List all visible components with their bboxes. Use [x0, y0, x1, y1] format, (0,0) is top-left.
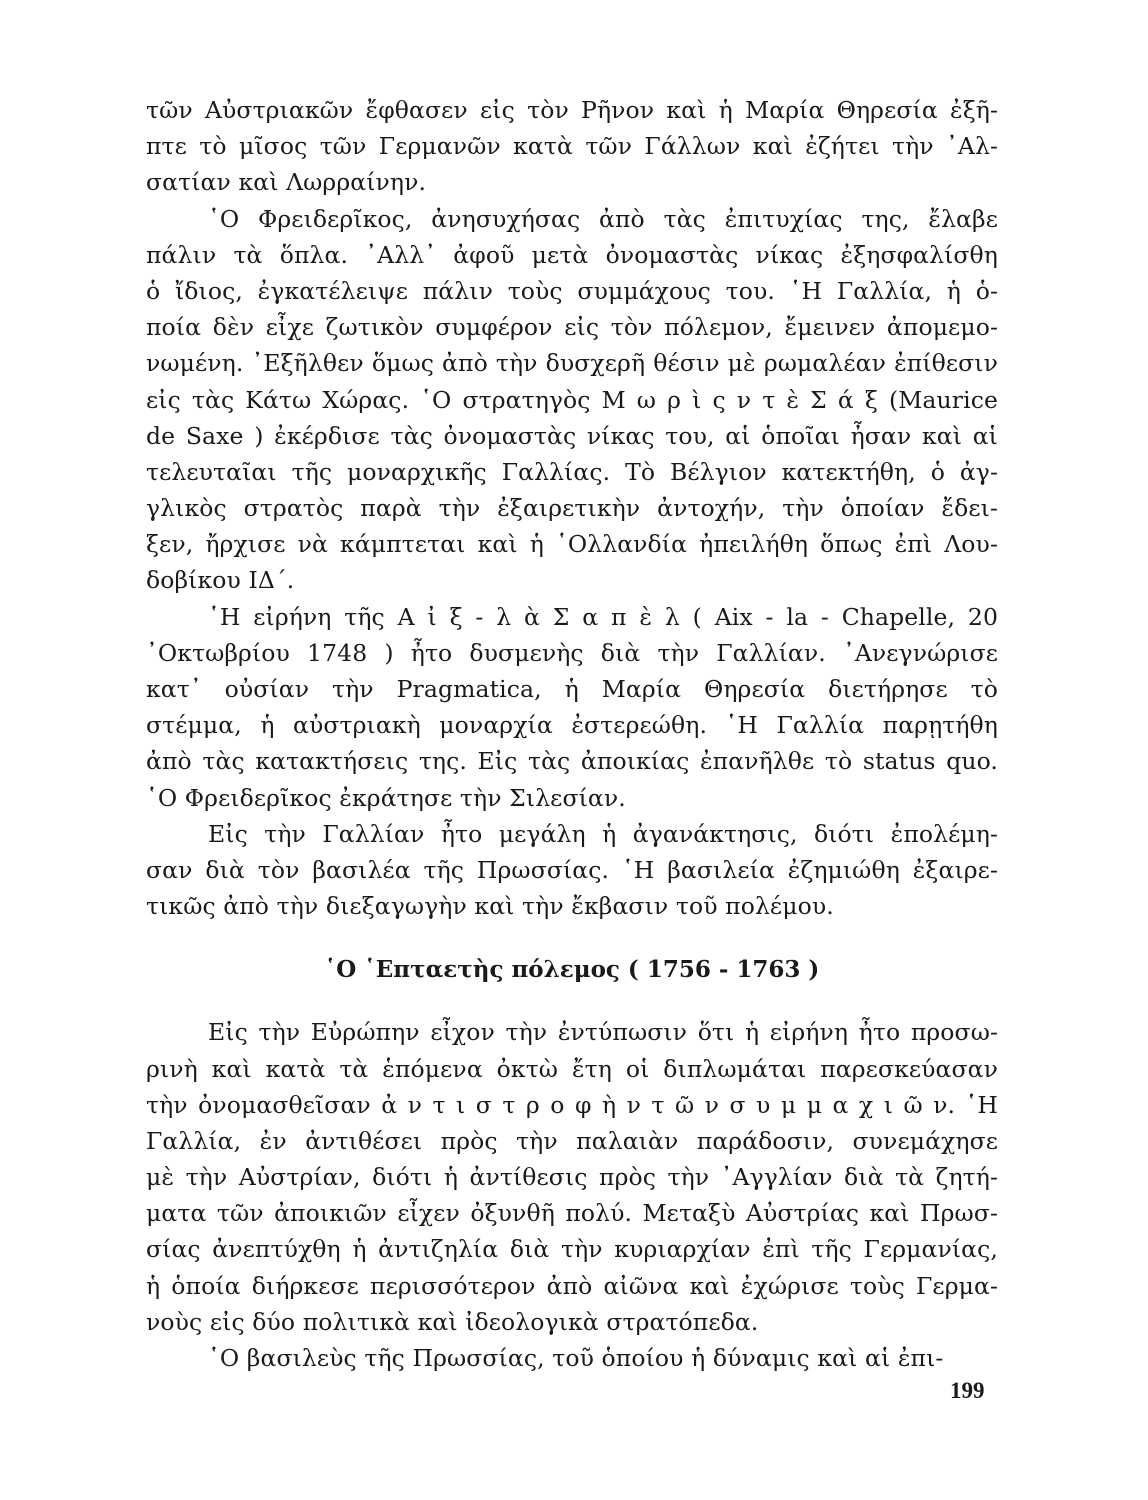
text-line: γλικὸς στρατὸς παρὰ τὴν ἐξαιρετικὴν ἀντοχήν, τὴν ὁποίαν ἔδει- — [146, 494, 998, 523]
text-line: de Saxe ) ἐκέρδισε τὰς ὀνομαστὰς νίκας του, αἱ ὁποῖαι ἦσαν καὶ αἱ — [146, 421, 998, 450]
paragraph — [146, 599, 998, 816]
paragraph — [146, 92, 998, 201]
text-line: σίας ἀνεπτύχθη ἡ ἀντιζηλία διὰ τὴν κυριαρχίαν ἐπὶ τῆς Γερμανίας, — [146, 1235, 998, 1264]
paragraph — [146, 1014, 998, 1340]
text-line: πάλιν τὰ ὅπλα. ᾿Αλλ᾿ ἀφοῦ μετὰ ὀνομαστὰς νίκας ἐξησφαλίσθη — [146, 240, 998, 269]
text-line: ρινὴ καὶ κατὰ τὰ ἑπόμενα ὀκτὼ ἔτη οἱ διπλωμάται παρεσκεύασαν — [146, 1054, 998, 1083]
text-line: ἡ ὁποία διήρκεσε περισσότερον ἀπὸ αἰῶνα καὶ ἐχώρισε τοὺς Γερμα- — [146, 1271, 998, 1300]
paragraph-block-top — [146, 92, 998, 924]
text-line: Εἰς τὴν Εὐρώπην εἶχον τὴν ἐντύπωσιν ὅτι ἡ εἰρήνη ἦτο προσω- — [208, 1018, 998, 1047]
text-line: δοβίκου ΙΔ΄. — [146, 566, 295, 595]
text-line: μὲ τὴν Αὐστρίαν, διότι ἡ ἀντίθεσις πρὸς τὴν ᾿Αγγλίαν διὰ τὰ ζητή- — [146, 1163, 998, 1192]
text-line: νωμένη. ᾿Εξῆλθεν ὅμως ἀπὸ τὴν δυσχερῆ θέσιν μὲ ρωμαλέαν ἐπίθεσιν — [146, 349, 998, 378]
text-line: ποία δὲν εἶχε ζωτικὸν συμφέρον εἰς τὸν πόλεμον, ἔμεινεν ἀπομεμο- — [146, 313, 998, 342]
text-line: Εἰς τὴν Γαλλίαν ἦτο μεγάλη ἡ ἀγανάκτησις, διότι ἐπολέμη- — [208, 819, 998, 848]
text-line: πτε τὸ μῖσος τῶν Γερμανῶν κατὰ τῶν Γάλλων καὶ ἐζήτει τὴν ᾿Αλ- — [146, 132, 998, 161]
text-line: ματα τῶν ἀποικιῶν εἶχεν ὀξυνθῆ πολύ. Μεταξὺ Αὐστρίας καὶ Πρωσ- — [146, 1199, 998, 1228]
text-line: ῾Ο βασιλεὺς τῆς Πρωσσίας, τοῦ ὁποίου ἡ δύναμις καὶ αἱ ἐπι- — [208, 1344, 944, 1372]
paragraph-block-bottom — [146, 1014, 998, 1376]
page-body — [146, 92, 998, 1376]
paragraph — [146, 1340, 998, 1376]
text-line: τῶν Αὐστριακῶν ἔφθασεν εἰς τὸν Ρῆνον καὶ ἡ Μαρία Θηρεσία ἐξῆ- — [146, 96, 998, 124]
section-heading: ῾Ο ῾Επταετὴς πόλεμος ( 1756 - 1763 ) — [324, 956, 820, 984]
text-line: τικῶς ἀπὸ τὴν διεξαγωγὴν καὶ τὴν ἔκβασιν τοῦ πολέμου. — [146, 892, 834, 921]
text-line: ᾿Οκτωβρίου 1748 ) ἦτο δυσμενὴς διὰ τὴν Γαλλίαν. ᾿Ανεγνώρισε — [146, 638, 998, 667]
text-line: τὴν ὀνομασθεῖσαν ἀ ν τ ι σ τ ρ ο φ ὴ ν τ ῶ ν σ υ μ μ α χ ι ῶ ν. ῾Η — [146, 1090, 998, 1119]
text-line: στέμμα, ἡ αὐστριακὴ μοναρχία ἐστερεώθη. ῾Η Γαλλία παρῃτήθη — [146, 711, 998, 740]
text-line: ῾Ο Φρειδερῖκος ἐκράτησε τὴν Σιλεσίαν. — [146, 783, 626, 812]
text-line: Γαλλία, ἐν ἀντιθέσει πρὸς τὴν παλαιὰν παράδοσιν, συνεμάχησε — [146, 1126, 998, 1155]
text-line: νοὺς εἰς δύο πολιτικὰ καὶ ἰδεολογικὰ στρατόπεδα. — [146, 1307, 759, 1336]
text-line: ἀπὸ τὰς κατακτήσεις της. Εἰς τὰς ἀποικίας ἐπανῆλθε τὸ status quo. — [146, 747, 998, 776]
text-line: εἰς τὰς Κάτω Χώρας. ῾Ο στρατηγὸς Μ ω ρ ὶ ς ν τ ὲ Σ ά ξ (Maurice — [146, 385, 998, 414]
text-line: ῾Ο Φρειδερῖκος, ἀνησυχήσας ἀπὸ τὰς ἐπιτυχίας της, ἔλαβε — [208, 204, 998, 233]
text-line: σατίαν καὶ Λωρραίνην. — [146, 168, 427, 197]
paragraph — [146, 201, 998, 599]
text-line: ὁ ἴδιος, ἐγκατέλειψε πάλιν τοὺς συμμάχους του. ῾Η Γαλλία, ἡ ὁ- — [146, 276, 998, 305]
paragraph — [146, 816, 998, 925]
text-line: τελευταῖαι τῆς μοναρχικῆς Γαλλίας. Τὸ Βέλγιον κατεκτήθη, ὁ ἀγ- — [146, 457, 998, 486]
text-line: ξεν, ἤρχισε νὰ κάμπτεται καὶ ἡ ῾Ολλανδία ἠπειλήθη ὅπως ἐπὶ Λου- — [146, 530, 998, 559]
page-number: 199 — [950, 1378, 985, 1403]
text-line: σαν διὰ τὸν βασιλέα τῆς Πρωσσίας. ῾Η βασιλεία ἐζημιώθη ἐξαιρε- — [146, 855, 998, 884]
text-line: κατ᾿ οὐσίαν τὴν Pragmatica, ἡ Μαρία Θηρεσία διετήρησε τὸ — [146, 675, 998, 703]
text-line: ῾Η εἰρήνη τῆς Α ἰ ξ - λ ὰ Σ α π ὲ λ ( Aix - la - Chapelle, 20 — [208, 602, 998, 631]
